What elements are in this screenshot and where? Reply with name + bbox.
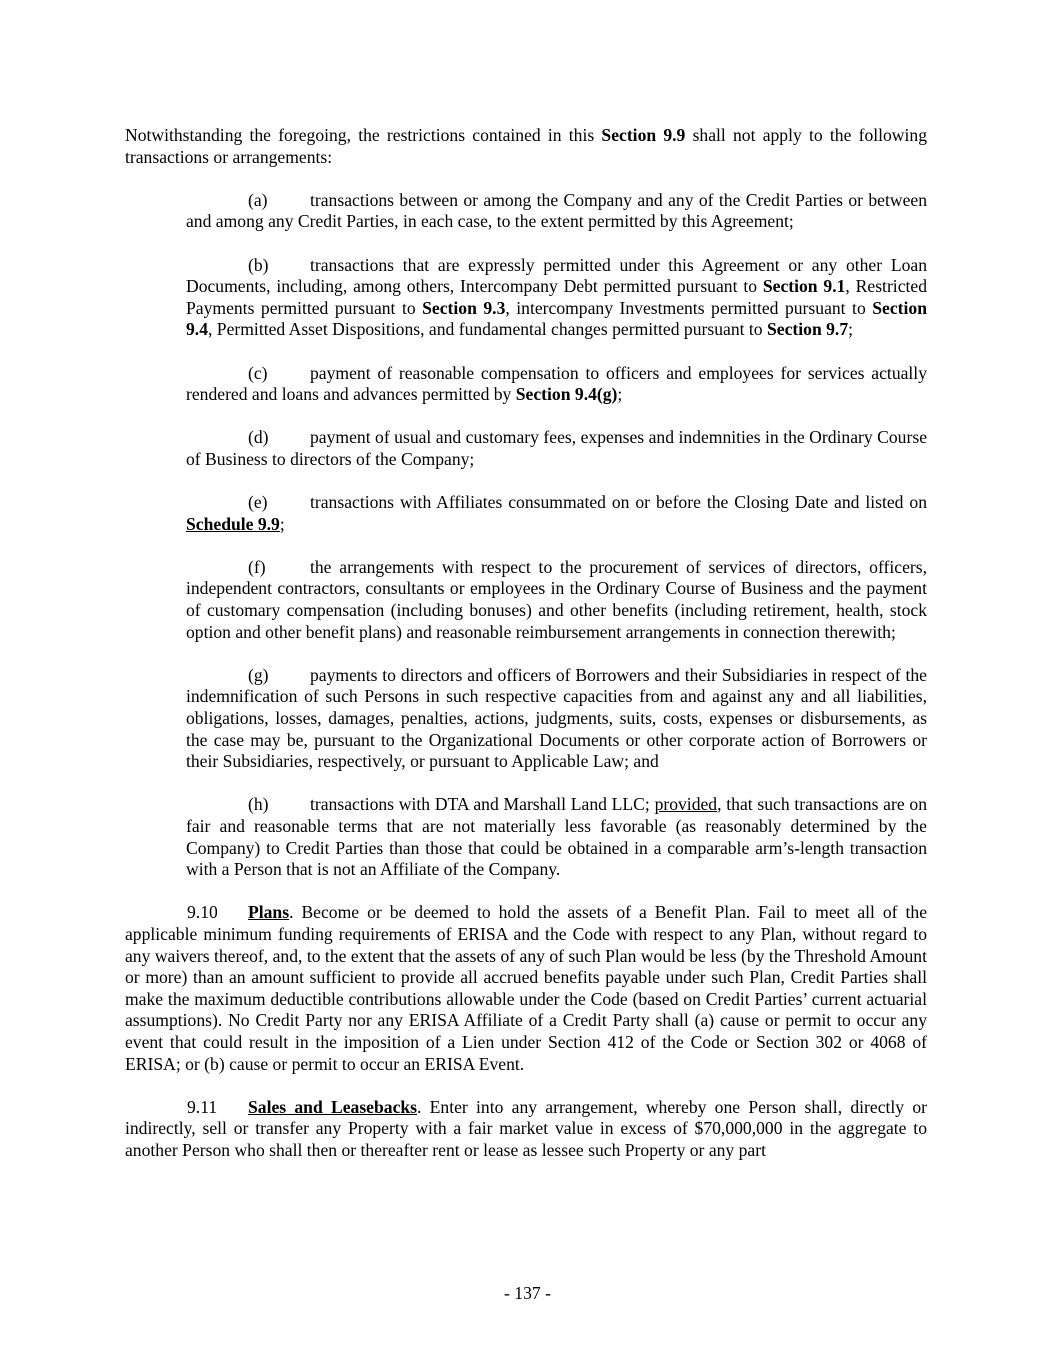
item-label: (h)	[248, 794, 269, 815]
item-label: (e)	[248, 492, 268, 513]
section-reference: Section 9.4(g)	[515, 384, 618, 405]
list-item-f: (f) the arrangements with respect to the procurement of services of directors, officers, independent contractors, consultants or employees in the Ordinary Course of Business and the payment of customary compensation (including bonuses) and other benefits (including retirement, health, stock option and other benefit plans) and reasonable reimbursement arrangements in connection therewith;	[186, 556, 927, 642]
list-item-h: (h) transactions with DTA and Marshall Land LLC; provided, that such transactions are on fair and reasonable terms that are not materially less favorable (as reasonably determined by the Company) to Credit Parties than those that could be obtained in a comparable arm’s-length transaction with a Person that is not an Affiliate of the Company.	[186, 794, 927, 880]
list-item-a: (a) transactions between or among the Company and any of the Credit Parties or between and among any Credit Parties, in each case, to the extent permitted by this Agreement;	[186, 189, 927, 232]
item-label: (b)	[248, 254, 269, 275]
item-label: (c)	[248, 362, 268, 383]
section-number: 9.11	[187, 1096, 218, 1117]
item-label: (f)	[248, 556, 266, 577]
section-9-11: 9.11 Sales and Leasebacks. Enter into any arrangement, whereby one Person shall, directly or indirectly, sell or transfer any Property with a fair market value in excess of $70,000,000 in the aggregate to another Person who shall then or thereafter rent or lease as lessee such Property or any part	[125, 1096, 927, 1160]
page-number: - 137 -	[504, 1283, 551, 1303]
section-number: 9.10	[187, 902, 218, 923]
list-item-b: (b) transactions that are expressly permitted under this Agreement or any other Loan Documents, including, among others, Intercompany Debt permitted pursuant to Section 9.1, Restricted Payments permitted pursuant to Section 9.3, intercompany Investments permitted pursuant to Section 9.4, Permitted Asset Dispositions, and fundamental changes permitted pursuant to Section 9.7;	[186, 254, 927, 340]
item-label: (a)	[248, 189, 268, 210]
section-reference: Section 9.1	[762, 276, 846, 297]
schedule-reference: Schedule 9.9	[186, 513, 280, 534]
section-reference: Section 9.9	[601, 125, 686, 145]
document-page	[125, 125, 927, 1183]
intro-paragraph: Notwithstanding the foregoing, the restrictions contained in this Section 9.9 shall not apply to the following transactions or arrangements:	[125, 125, 927, 167]
list-item-g: (g) payments to directors and officers of Borrowers and their Subsidiaries in respect of the indemnification of such Persons in such respective capacities from and against any and all liabilities, obligations, losses, damages, penalties, actions, judgments, suits, costs, expenses or disbursements, as the case may be, pursuant to the Organizational Documents or other corporate action of Borrowers or their Subsidiaries, respectively, or pursuant to Applicable Law; and	[186, 664, 927, 772]
list-item-e: (e) transactions with Affiliates consummated on or before the Closing Date and listed on Schedule 9.9;	[186, 492, 927, 534]
section-reference: Section 9.3	[422, 297, 506, 318]
proviso-term: provided	[654, 794, 718, 815]
section-reference: Section 9.7	[767, 319, 849, 340]
section-heading: Plans	[248, 902, 290, 923]
item-label: (g)	[248, 664, 269, 685]
section-9-10: 9.10 Plans. Become or be deemed to hold the assets of a Benefit Plan. Fail to meet all of the applicable minimum funding requirements of ERISA and the Code with respect to any Plan, without regard to any waivers thereof, and, to the extent that the assets of any of such Plan would be less (by the Threshold Amount or more) than an amount sufficient to provide all accrued benefits payable under such Plan, Credit Parties shall make the maximum deductible contributions allowable under the Code (based on Credit Parties’ current actuarial assumptions). No Credit Party nor any ERISA Affiliate of a Credit Party shall (a) cause or permit to occur any event that could result in the imposition of a Lien under Section 412 of the Code or Section 302 or 4068 of ERISA; or (b) cause or permit to occur an ERISA Event.	[125, 902, 927, 1074]
section-heading: Sales and Leasebacks	[248, 1096, 418, 1117]
item-label: (d)	[248, 427, 269, 448]
list-item-c: (c) payment of reasonable compensation to officers and employees for services actually rendered and loans and advances permitted by Section 9.4(g);	[186, 362, 927, 405]
section-reference: Section 9.4	[186, 297, 927, 340]
list-item-d: (d) payment of usual and customary fees, expenses and indemnities in the Ordinary Course of Business to directors of the Company;	[186, 427, 927, 469]
